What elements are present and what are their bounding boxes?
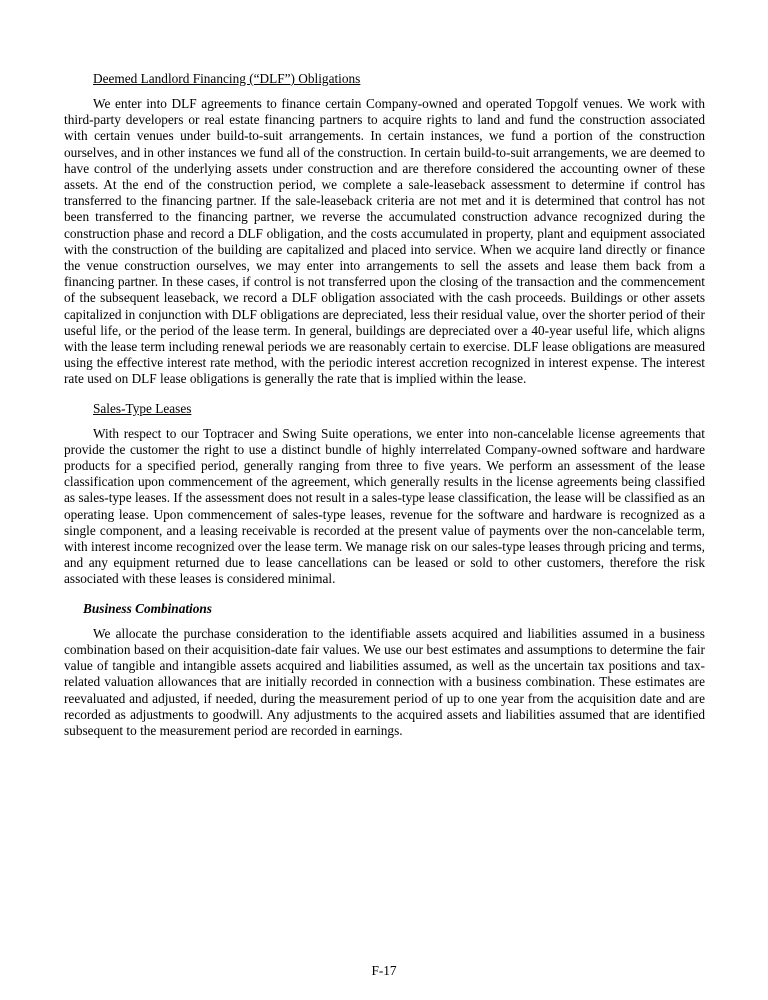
paragraph-dlf-obligations: We enter into DLF agreements to finance certain Company-owned and operated Topgolf venues. We work with third-party developers or real estate financing partners to acquire rights to land and fund the construction associated with certain venues under build-to-suit arrangements. In certain instances, we fund a portion of the construction ourselves, and in other instances we fund all of the construction. In certain build-to-suit arrangements, we are deemed to have control of the underlying assets under construction and are therefore considered the accounting owner of these assets. At the end of the construction period, we complete a sale-leaseback assessment to determine if control has transferred to the financing partner. If the sale-leaseback criteria are not met and it is determined that control has not been transferred to the financing partner, we reverse the accumulated construction advance recognized during the construction phase and record a DLF obligation, and the costs accumulated in property, plant and equipment associated with the construction of the building are capitalized and placed into service. When we acquire land directly or finance the venue construction ourselves, we may enter into arrangements to sell the assets and lease them back from a financing partner. In these cases, if control is not transferred upon the closing of the transaction and the commencement of the subsequent leaseback, we record a DLF obligation associated with the cash proceeds. Buildings or other assets capitalized in conjunction with DLF obligations are depreciated, less their residual value, over the shorter period of their useful life, or the period of the lease term. In general, buildings are depreciated over a 40-year useful life, which aligns with the lease term including renewal periods we are reasonably certain to exercise. DLF lease obligations are measured using the effective interest rate method, with the periodic interest accretion recognized in interest expense. The interest rate used on DLF lease obligations is generally the rate that is implied within the lease. xyxy=(64,96,705,387)
section-dlf-obligations xyxy=(64,71,705,388)
paragraph-business-combinations: We allocate the purchase consideration to the identifiable assets acquired and liabilities assumed in a business combination based on their acquisition-date fair values. We use our best estimates and assumptions to determine the fair value of tangible and intangible assets acquired and liabilities assumed, as well as the uncertain tax positions and tax-related valuation allowances that are initially recorded in connection with a business combination. These estimates are reevaluated and adjusted, if needed, during the measurement period of up to one year from the acquisition date and are recorded as adjustments to goodwill. Any adjustments to the acquired assets and liabilities assumed that are identified subsequent to the measurement period are recorded in earnings. xyxy=(64,625,705,738)
page-number: F-17 xyxy=(371,963,397,978)
section-heading-dlf-obligations: Deemed Landlord Financing (“DLF”) Obligations xyxy=(93,71,361,86)
section-sales-type-leases xyxy=(64,401,705,588)
section-business-combinations xyxy=(64,601,705,739)
page-footer xyxy=(0,963,768,979)
section-heading-sales-type-leases: Sales-Type Leases xyxy=(93,400,192,416)
section-heading-business-combinations: Business Combinations xyxy=(83,600,212,616)
paragraph-sales-type-leases: With respect to our Toptracer and Swing Suite operations, we enter into non-cancelable license agreements that provide the customer the right to use a distinct bundle of highly interrelated Company-owned software and hardware products for a specified period, generally ranging from three to five years. We perform an assessment of the lease classification upon commencement of the agreement, which generally results in the license agreements being classified as sales-type leases. If the assessment does not result in a sales-type lease classification, the lease will be classified as an operating lease. Upon commencement of sales-type leases, revenue for the software and hardware is recognized as a single component, and a leasing receivable is recorded at the present value of payments over the non-cancelable term, with interest income recognized over the lease term. We manage risk on our sales-type leases through pricing and terms, and any equipment returned due to lease cancellations can be leased or sold to other customers, therefore the risk associated with these leases is considered minimal. xyxy=(64,425,705,587)
